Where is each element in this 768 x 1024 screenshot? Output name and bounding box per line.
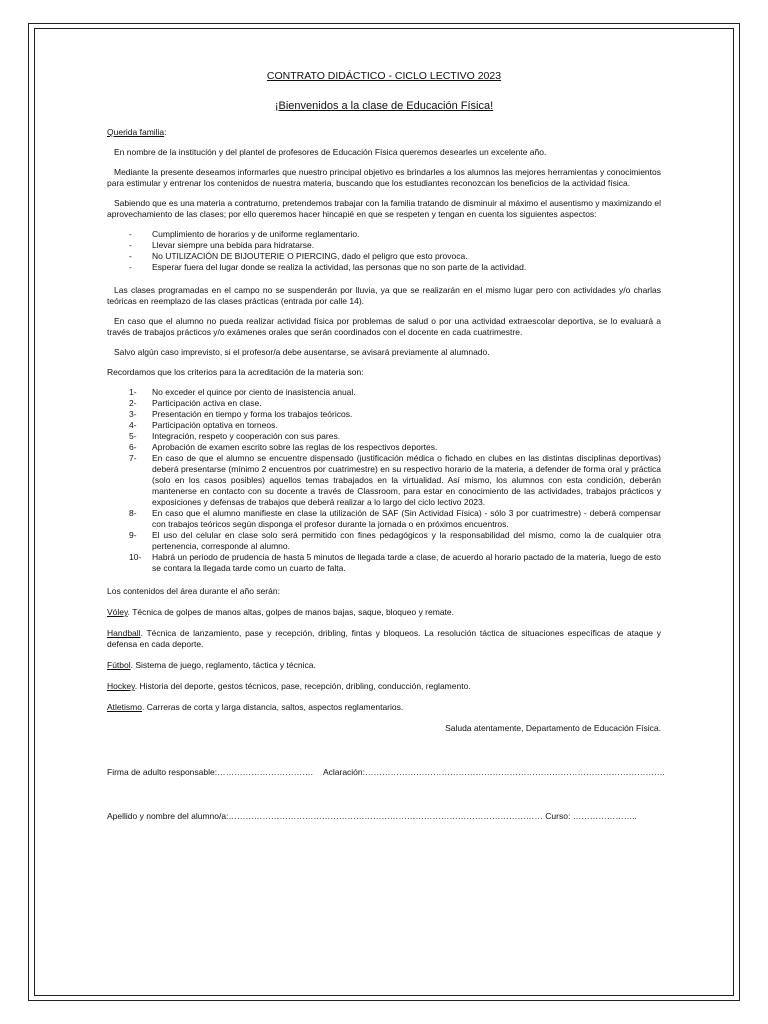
criteria-number: 9- — [129, 530, 137, 540]
list-marker: - — [129, 240, 132, 250]
contents-intro: Los contenidos del área durante el año serán: — [107, 586, 280, 596]
student-row — [107, 811, 661, 822]
topic-name: Vóley — [107, 607, 128, 617]
criteria-number: 6- — [129, 442, 137, 452]
welcome-heading: ¡Bienvenidos a la clase de Educación Física! — [274, 100, 494, 112]
document-title: CONTRATO DIDÁCTICO - CICLO LECTIVO 2023 — [266, 70, 502, 82]
criteria-text: Habrá un periodo de prudencia de hasta 5 minutos de llegada tarde a clase, de acuerdo al horario pactado de la materia, luego de esto se contara la llegada tarde como un cuarto de falta. — [152, 552, 661, 573]
criteria-item — [107, 420, 661, 431]
intro-paragraph: Sabiendo que es una materia a contraturno, pretendemos trabajar con la familia tratando de disminuir al máximo el ausentismo y maximizando el aprovechamiento de las clases; por ello queremos hacer hincapié en que se respeten y tengan en cuenta los siguientes aspectos: — [107, 198, 661, 219]
criteria-number: 4- — [129, 420, 137, 430]
criteria-item — [107, 552, 661, 574]
criteria-item — [107, 431, 661, 442]
criteria-number: 10- — [129, 552, 142, 562]
topic-text: . Carreras de corta y larga distancia, saltos, aspectos reglamentarios. — [141, 702, 404, 712]
salutation — [107, 127, 661, 138]
info-paragraph: En caso que el alumno no pueda realizar actividad física por problemas de salud o por una actividad extraescolar deportiva, se lo evaluará a través de trabajos prácticos y/o exámenes orales que serán coordinados con el docente en cada cuatrimestre. — [107, 316, 661, 337]
aspect-item — [107, 240, 661, 251]
aspects-list — [107, 229, 661, 273]
criteria-list — [107, 387, 661, 574]
clarification-field[interactable]: Aclaración:……………………………………………………………………………………………. — [322, 767, 665, 777]
criteria-text: Participación activa en clase. — [152, 398, 262, 408]
signature-row — [107, 767, 665, 778]
criteria-text: En caso de que el alumno se encuentre dispensado (justificación médica o fichado en clubes en las distintas disciplinas deportivas) deberá presentarse (mínimo 2 encuentros por cuatrimestre) en su respectivo horario de la materia, a defender de forma oral y práctica (solo en los casos posibles) aquellos temas trabajados en la virtualidad. Así mismo, los alumnos con esta condición, deberán mantenerse en contacto con su docente a través de Classroom, para estar en conocimiento de las actividades, trabajos prácticos y exposiciones y defensas de trabajos que deberá realizar a lo largo del ciclo lectivo 2023. — [152, 453, 661, 507]
criteria-text: Presentación en tiempo y forma los trabajos teóricos. — [152, 409, 353, 419]
aspect-item — [107, 262, 661, 273]
aspect-text: Cumplimiento de horarios y de uniforme reglamentario. — [152, 229, 360, 239]
signature-field[interactable]: Firma de adulto responsable:……………………………. — [107, 767, 313, 777]
criteria-number: 8- — [129, 508, 137, 518]
list-marker: - — [129, 251, 132, 261]
topic-text: . Técnica de lanzamiento, pase y recepción, dribling, fintas y bloqueos. La resolución táctica de situaciones específicas de ataque y defensa en cada deporte. — [107, 628, 661, 649]
topic-name: Handball — [107, 628, 141, 638]
salutation-colon: : — [164, 127, 167, 137]
salutation-text: Querida familia — [107, 127, 165, 137]
topic-voley — [107, 607, 661, 618]
topic-handball — [107, 628, 661, 650]
criteria-item — [107, 398, 661, 409]
criteria-text: En caso que el alumno manifieste en clase la utilización de SAF (Sin Actividad Física) - sólo 3 por cuatrimestre) - deberá compensar con trabajos teóricos según disponga el profesor durante la jornada o en próximos encuentros. — [152, 508, 661, 529]
topic-name: Atletismo — [107, 702, 142, 712]
criteria-text: Integración, respeto y cooperación con sus pares. — [152, 431, 341, 441]
topic-hockey — [107, 681, 661, 692]
criteria-text: El uso del celular en clase solo será permitido con fines pedagógicos y la responsabilidad del mismo, como la de cualquier otra pertenencia, corresponde al alumno. — [152, 530, 661, 551]
document-body — [107, 70, 665, 822]
topic-atletismo — [107, 702, 661, 713]
signoff: Saluda atentamente, Departamento de Educación Física. — [445, 723, 661, 733]
aspect-text: Llevar siempre una bebida para hidratarse. — [152, 240, 315, 250]
criteria-item — [107, 453, 661, 508]
topic-text: . Sistema de juego, reglamento, táctica y técnica. — [130, 660, 316, 670]
info-paragraph: Las clases programadas en el campo no se suspenderán por lluvia, ya que se realizarán en el mismo lugar pero con actividades y/o charlas teóricas en reemplazo de las clases prácticas (entrada por calle 14). — [107, 285, 661, 306]
aspect-item — [107, 251, 661, 262]
list-marker: - — [129, 262, 132, 272]
criteria-number: 7- — [129, 453, 137, 463]
aspect-item — [107, 229, 661, 240]
intro-paragraph: En nombre de la institución y del plantel de profesores de Educación Física queremos desearles un excelente año. — [114, 147, 547, 157]
criteria-number: 1- — [129, 387, 137, 397]
list-marker: - — [129, 229, 132, 239]
criteria-number: 5- — [129, 431, 137, 441]
criteria-item — [107, 387, 661, 398]
student-name-field[interactable]: Apellido y nombre del alumno/a:………………………………………………………………………………………………… Curso: ………………….. — [107, 811, 637, 821]
criteria-item — [107, 530, 661, 552]
intro-paragraph: Mediante la presente deseamos informarles que nuestro principal objetivo es brindarles a los alumnos las mejores herramientas y conocimientos para estimular y entrenar los contenidos de nuestra materia, buscando que los estudiantes reconozcan los beneficios de la actividad física. — [107, 167, 661, 188]
topic-text: . Historia del deporte, gestos técnicos, pase, recepción, dribling, conducción, reglamento. — [134, 681, 471, 691]
criteria-number: 2- — [129, 398, 137, 408]
aspect-text: No UTILIZACIÓN DE BIJOUTERIE O PIERCING, dado el peligro que esto provoca. — [152, 251, 468, 261]
criteria-number: 3- — [129, 409, 137, 419]
topic-name: Fútbol — [107, 660, 131, 670]
criteria-text: No exceder el quince por ciento de inasistencia anual. — [152, 387, 356, 397]
info-paragraph: Salvo algún caso imprevisto, si el profesor/a debe ausentarse, se avisará previamente al alumnado. — [114, 347, 490, 357]
criteria-text: Participación optativa en torneos. — [152, 420, 278, 430]
topic-futbol — [107, 660, 661, 671]
criteria-intro: Recordamos que los criterios para la acreditación de la materia son: — [107, 367, 364, 377]
topic-name: Hockey — [107, 681, 135, 691]
criteria-item — [107, 409, 661, 420]
criteria-text: Aprobación de examen escrito sobre las reglas de los respectivos deportes. — [152, 442, 438, 452]
aspect-text: Esperar fuera del lugar donde se realiza la actividad, las personas que no son parte de la actividad. — [152, 262, 527, 272]
criteria-item — [107, 442, 661, 453]
topic-text: . Técnica de golpes de manos altas, golpes de manos bajas, saque, bloqueo y remate. — [127, 607, 454, 617]
criteria-item — [107, 508, 661, 530]
